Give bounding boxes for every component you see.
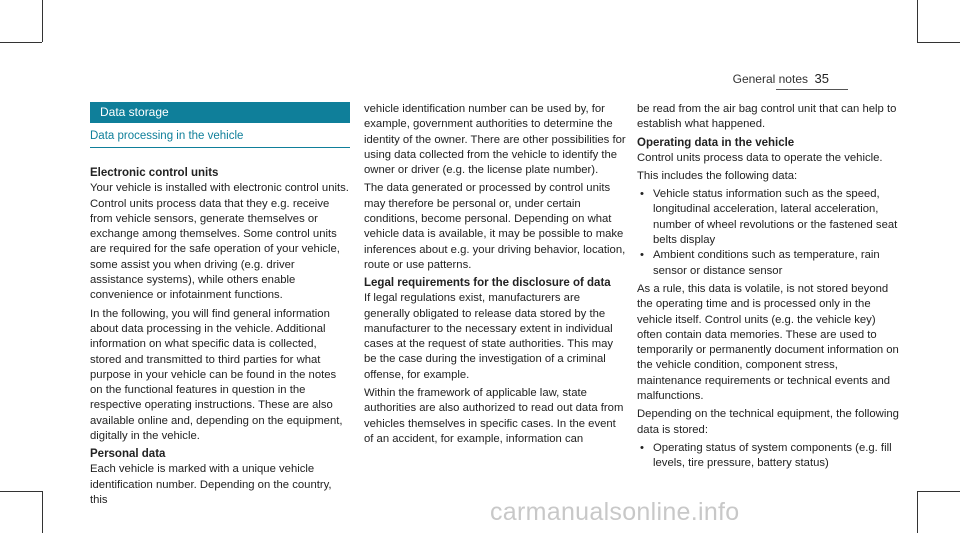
running-header: General notes [732, 72, 808, 86]
paragraph: The data generated or processed by control units may therefore be personal or, under certain conditions, become personal. Depending on what vehicle data is available, it may be possible to make inferences about e.g. your driving behavior, location, route or use patterns. [364, 182, 626, 271]
paragraph: vehicle identification number can be used by, for example, government authorities to determine the identity of the owner. There are other possibilities for using data collected from the vehicle to identify the owner or driver (e.g. the license plate number). [364, 103, 626, 177]
crop-mark [0, 491, 42, 492]
paragraph: As a rule, this data is volatile, is not stored beyond the operating time and is processed only in the vehicle itself. Control units (e.g. the vehicle key) often contain data memories. These are used to temporarily or permanently document information on the vehicle condition, component stress, maintenance requirements or technical events and malfunctions. [637, 282, 899, 403]
crop-mark [42, 0, 43, 42]
heading-operating-data: Operating data in the vehicle [637, 136, 795, 149]
crop-mark [917, 491, 960, 492]
header-rule [776, 89, 848, 90]
paragraph: In the following, you will find general information about data processing in the vehicle. Additional information on what specific data is collected, stored and transmitted to third parties for what purpose in your vehicle can be found in the notes on the functional features in question in the respective operating instructions. These are also available online and, depending on the equipment, digitally in the vehicle. [90, 307, 343, 443]
watermark-text: carmanualsonline.info [490, 498, 740, 526]
bullet-icon: • [640, 249, 644, 262]
list-item: • Ambient conditions such as temperature, rain sensor or distance sensor [640, 249, 880, 277]
column-2 [364, 102, 626, 450]
subsection-title: Data processing in the vehicle [90, 129, 350, 148]
crop-mark [0, 42, 42, 43]
bullet-icon: • [640, 188, 644, 201]
paragraph: Each vehicle is marked with a unique vehicle identification number. Depending on the country, this [90, 463, 332, 506]
paragraph: Depending on the technical equipment, the following data is stored: [637, 408, 899, 436]
crop-mark [917, 0, 918, 42]
paragraph: Your vehicle is installed with electronic control units. Control units process data that they e.g. receive from vehicle sensors, generate themselves or exchange among themselves. Some control units are required for the safe operation of your vehicle, some assist you when driving (e.g. driver assistance systems), while others enable convenience or infotainment functions. [90, 182, 349, 302]
crop-mark [917, 491, 918, 533]
column-3 [637, 102, 901, 475]
bullet-list [637, 187, 901, 279]
heading-legal-requirements: Legal requirements for the disclosure of data [364, 277, 611, 290]
paragraph: If legal regulations exist, manufacturers are generally obligated to release data stored by the manufacturer to the necessary extent in individual cases at the request of state authorities. This may be the case during the investigation of a criminal offense, for example. [364, 292, 614, 381]
heading-personal-data: Personal data [90, 448, 166, 461]
column-1 [90, 102, 350, 511]
heading-electronic-control-units: Electronic control units [90, 167, 219, 180]
crop-mark [42, 491, 43, 533]
paragraph: be read from the air bag control unit that can help to establish what happened. [637, 103, 897, 131]
paragraph: This includes the following data: [637, 169, 798, 182]
bullet-list [637, 441, 901, 472]
paragraph: Within the framework of applicable law, state authorities are also authorized to read out data from vehicles themselves in specific cases. In the event of an accident, for example, information can [364, 387, 624, 445]
paragraph: Control units process data to operate the vehicle. [637, 151, 883, 164]
page-number: 35 [814, 71, 829, 86]
list-item: • Vehicle status information such as the speed, longitudinal acceleration, lateral acceleration, number of wheel revolutions or the fastened seat belts display [640, 188, 898, 247]
bullet-icon: • [640, 441, 644, 454]
section-title: Data storage [90, 102, 350, 123]
list-item: • Operating status of system components (e.g. fill levels, tire pressure, battery status) [640, 441, 892, 470]
crop-mark [917, 42, 960, 43]
